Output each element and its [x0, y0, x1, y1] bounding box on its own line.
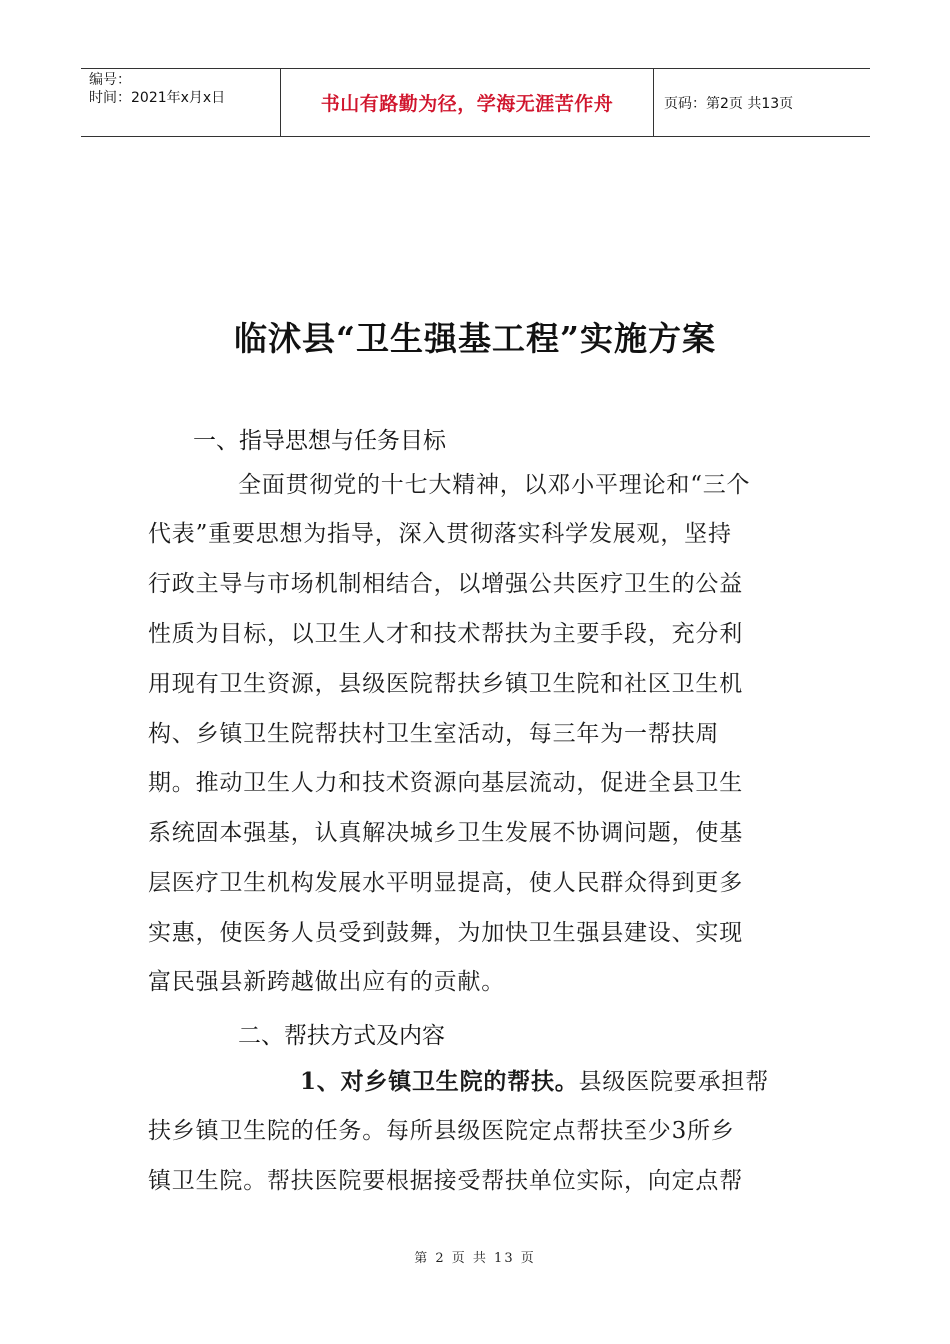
paragraph-line	[300, 1067, 810, 1097]
paragraph-line: 期。推动卫生人力和技术资源向基层流动，促进全县卫生	[148, 770, 743, 796]
paragraph-line: 用现有卫生资源，县级医院帮扶乡镇卫生院和社区卫生机	[148, 671, 743, 697]
document-title: 临沭县“卫生强基工程”实施方案	[234, 319, 716, 358]
paragraph-line: 富民强县新跨越做出应有的贡献。	[148, 969, 505, 995]
paragraph-line: 扶乡镇卫生院的任务。每所县级医院定点帮扶至少3所乡	[148, 1118, 735, 1144]
paragraph-line: 全面贯彻党的十七大精神，以邓小平理论和“三个	[238, 472, 751, 498]
paragraph-line: 构、乡镇卫生院帮扶村卫生室活动，每三年为一帮扶周	[148, 721, 720, 747]
header-table	[81, 68, 870, 137]
paragraph-line: 性质为目标，以卫生人才和技术帮扶为主要手段，充分利	[148, 621, 743, 647]
paragraph-line: 系统固本强基，认真解决城乡卫生发展不协调问题，使基	[148, 820, 743, 846]
section-heading-2: 二、帮扶方式及内容	[238, 1023, 445, 1049]
paragraph-line: 行政主导与市场机制相结合，以增强公共医疗卫生的公益	[148, 571, 743, 597]
header-meta	[81, 69, 281, 136]
document-number-label: 编号：	[89, 72, 131, 88]
item-1-text: 县级医院要承担帮	[578, 1069, 770, 1095]
paragraph-line: 层医疗卫生机构发展水平明显提高，使人民群众得到更多	[148, 870, 743, 896]
item-1-heading: 1、对乡镇卫生院的帮扶。	[300, 1068, 579, 1095]
page-footer: 第 2 页 共 13 页	[414, 1251, 536, 1266]
header-page-info: 页码：第2页 共13页	[664, 95, 794, 112]
header-motto: 书山有路勤为径，学海无涯苦作舟	[281, 69, 654, 136]
paragraph-line: 实惠，使医务人员受到鼓舞，为加快卫生强县建设、实现	[148, 920, 743, 946]
paragraph-line: 镇卫生院。帮扶医院要根据接受帮扶单位实际，向定点帮	[148, 1168, 743, 1194]
paragraph-line: 代表”重要思想为指导，深入贯彻落实科学发展观，坚持	[148, 521, 732, 547]
section-heading-1: 一、指导思想与任务目标	[193, 428, 446, 454]
document-date: 时间：2021年x月x日	[89, 90, 226, 106]
